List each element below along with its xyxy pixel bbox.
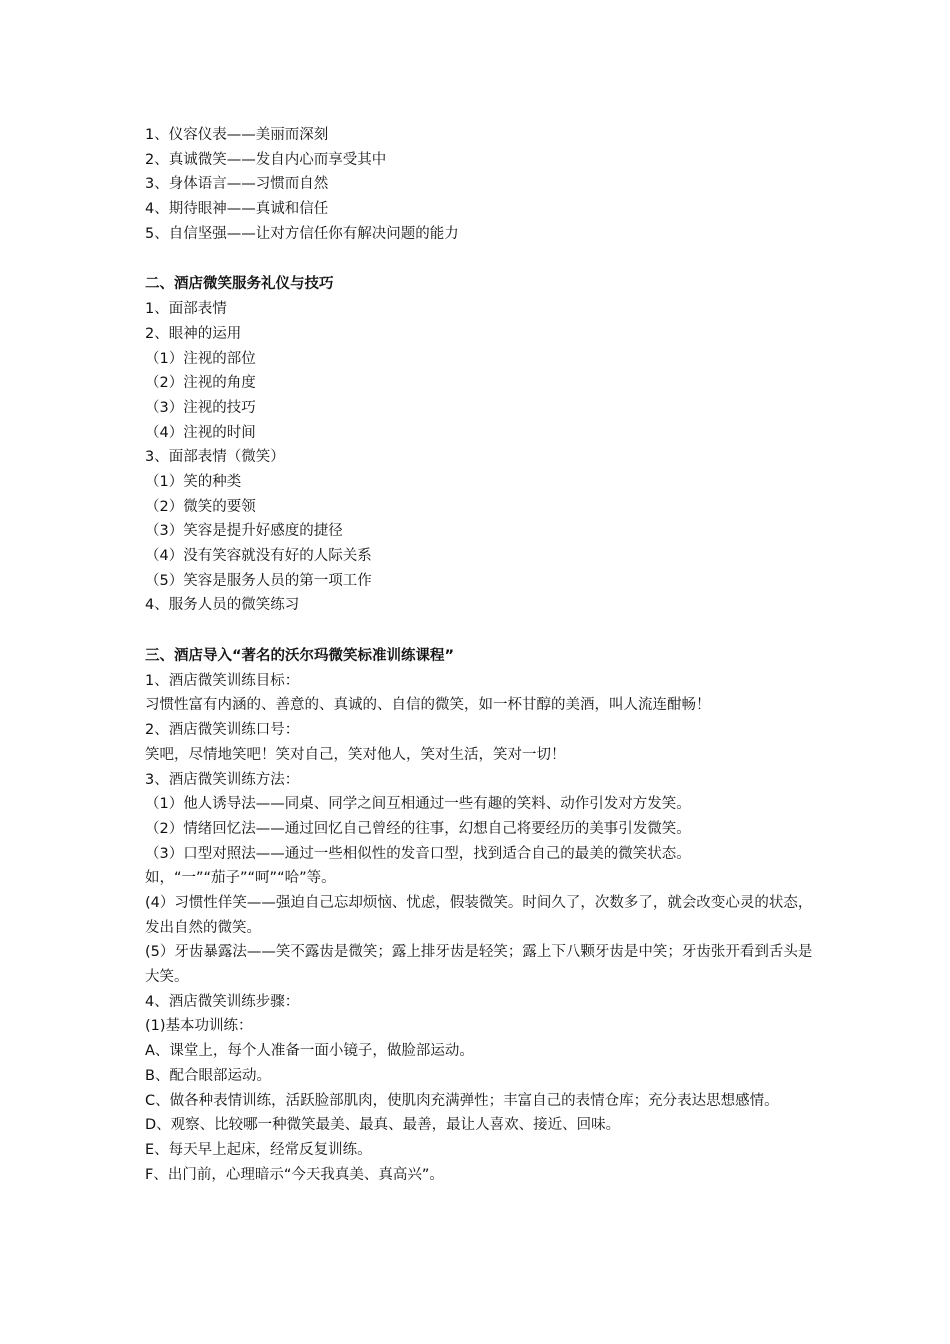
list-item: （3）口型对照法——通过一些相似性的发音口型，找到适合自己的最美的微笑状态。 [145, 845, 691, 862]
list-item: （1）注视的部位 [145, 350, 256, 367]
list-item: (1)基本功训练： [145, 1018, 253, 1035]
document-page [145, 123, 815, 1187]
list-item: 4、服务人员的微笑练习 [145, 597, 300, 614]
list-item: （2）情绪回忆法——通过回忆自己曾经的往事，幻想自己将要经历的美事引发微笑。 [145, 820, 691, 837]
list-item: 3、面部表情（微笑） [145, 449, 285, 466]
section-1-list [145, 123, 815, 246]
list-item: 2、眼神的运用 [145, 325, 242, 342]
list-item: F、出门前，心理暗示“今天我真美、真高兴”。 [145, 1166, 444, 1183]
list-item: 4、期待眼神——真诚和信任 [145, 201, 329, 218]
section-2 [145, 272, 815, 618]
list-item: (5）牙齿暴露法——笑不露齿是微笑；露上排牙齿是轻笑；露上下八颗牙齿是中笑；牙齿张开看到舌头是大笑。 [145, 944, 813, 986]
list-item: （5）笑容是服务人员的第一项工作 [145, 572, 372, 589]
list-item: 1、酒店微笑训练目标： [145, 672, 300, 689]
list-item: 5、自信坚强——让对方信任你有解决问题的能力 [145, 225, 459, 242]
paragraph-text: 如，“一”“茄子”“呵”“哈”等。 [145, 870, 336, 887]
list-item: D、观察、比较哪一种微笑最美、最真、最善，最让人喜欢、接近、回味。 [145, 1117, 621, 1134]
paragraph-gap [145, 618, 815, 644]
list-item: 2、真诚微笑——发自内心而享受其中 [145, 151, 387, 168]
list-item: 1、仪容仪表——美丽而深刻 [145, 127, 329, 143]
section-heading: 二、酒店微笑服务礼仪与技巧 [145, 276, 334, 293]
section-3 [145, 644, 815, 1187]
list-item: C、做各种表情训练，活跃脸部肌肉，使肌肉充满弹性；丰富自己的表情仓库；充分表达思想感情。 [145, 1092, 779, 1109]
list-item: E、每天早上起床，经常反复训练。 [145, 1141, 372, 1158]
paragraph-text: 习惯性富有内涵的、善意的、真诚的、自信的微笑，如一杯甘醇的美酒，叫人流连酣畅！ [145, 697, 711, 714]
list-item: （4）没有笑容就没有好的人际关系 [145, 548, 372, 564]
paragraph-gap [145, 246, 815, 272]
list-item: （2）注视的角度 [145, 375, 256, 392]
list-item: （1）他人诱导法——同桌、同学之间互相通过一些有趣的笑料、动作引发对方发笑。 [145, 796, 691, 813]
section-heading: 三、酒店导入“著名的沃尔玛微笑标准训练课程” [145, 648, 455, 665]
list-item: （2）微笑的要领 [145, 498, 256, 515]
list-item: 3、身体语言——习惯而自然 [145, 176, 329, 193]
list-item: B、配合眼部运动。 [145, 1067, 271, 1084]
list-item: 3、酒店微笑训练方法： [145, 771, 300, 788]
list-item: (4）习惯性佯笑——强迫自己忘却烦恼、忧虑，假装微笑。时间久了，次数多了，就会改变心灵的状态，发出自然的微笑。 [145, 894, 813, 936]
list-item: 1、面部表情 [145, 301, 227, 318]
list-item: （3）注视的技巧 [145, 399, 256, 416]
list-item: （4）注视的时间 [145, 424, 256, 441]
paragraph-text: 笑吧，尽情地笑吧！笑对自己，笑对他人，笑对生活，笑对一切！ [145, 746, 566, 763]
list-item: 2、酒店微笑训练口号： [145, 722, 300, 739]
list-item: A、课堂上，每个人准备一面小镜子，做脸部运动。 [145, 1043, 474, 1060]
list-item: （3）笑容是提升好感度的捷径 [145, 523, 343, 540]
list-item: （1）笑的种类 [145, 473, 242, 490]
list-item: 4、酒店微笑训练步骤： [145, 993, 300, 1010]
